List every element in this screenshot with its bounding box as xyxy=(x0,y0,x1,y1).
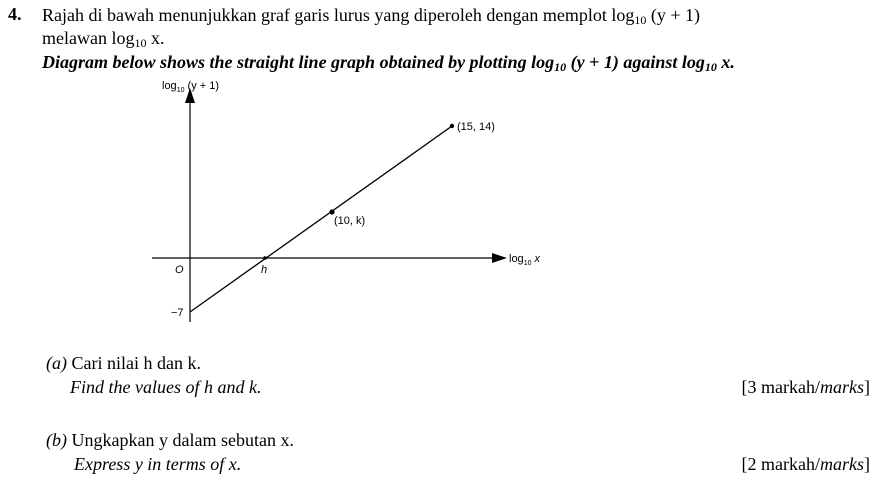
part-b-english: Express y in terms of x. xyxy=(74,454,242,474)
question-number: 4. xyxy=(8,4,22,24)
part-b-marks: [2 markah/marks] xyxy=(741,454,870,474)
part-a-malay: (a) Cari nilai h dan k. xyxy=(46,353,201,373)
intercept-label: −7 xyxy=(171,307,184,319)
point-h xyxy=(263,256,267,260)
part-b-malay: (b) Ungkapkan y dalam sebutan x. xyxy=(46,430,294,450)
question-line-malay-1: Rajah di bawah menunjukkan graf garis lurus yang diperoleh dengan memplot $\log_{10} (y + 1)$ xyxy=(42,5,700,27)
question-line-malay-2: melawan $\log_{10} x$. xyxy=(42,28,165,50)
question-line-english: Diagram below shows the straight line graph obtained by plotting $\log_{10} (y + 1)$ against $\log_{10} x$. xyxy=(42,52,735,74)
point-mid-label: (10, k) xyxy=(334,215,366,227)
graph-line xyxy=(190,126,452,312)
h-label: h xyxy=(261,264,268,276)
x-axis-label: $\log_{10} x$ xyxy=(509,253,541,267)
y-axis-label: $\log_{10} (y + 1)$ xyxy=(162,80,220,94)
part-a-english: Find the values of h and k. xyxy=(70,377,262,397)
point-top-label: (15, 14) xyxy=(457,121,495,133)
x-axis-arrow xyxy=(492,253,507,263)
point-mid xyxy=(329,209,334,214)
point-top xyxy=(450,124,454,128)
origin-label: O xyxy=(175,264,184,276)
part-a-marks: [3 markah/marks] xyxy=(741,377,870,397)
